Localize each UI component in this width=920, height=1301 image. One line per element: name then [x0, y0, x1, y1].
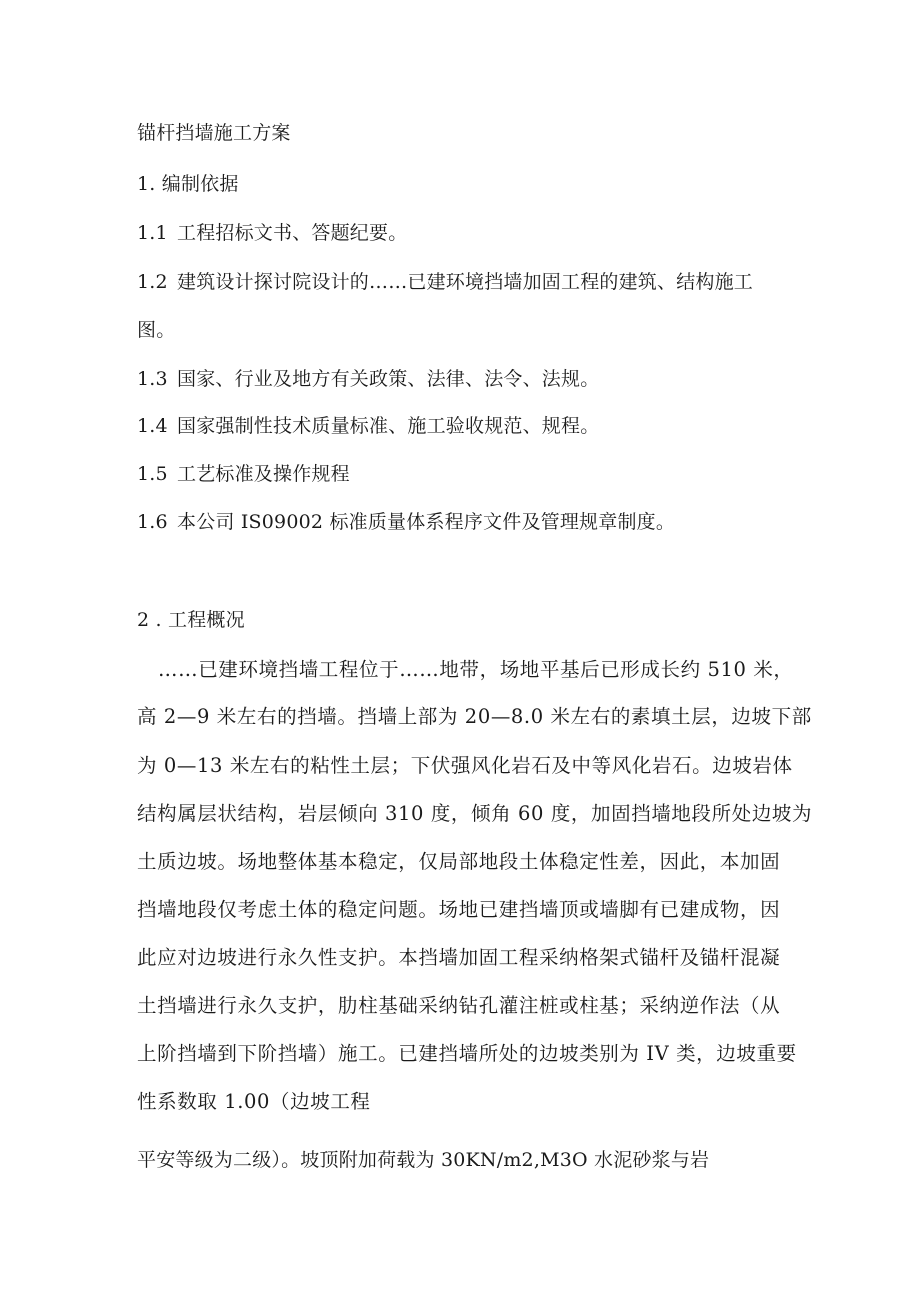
paragraph-line: 挡墙地段仅考虑土体的稳定问题。场地已建挡墙顶或墙脚有已建成物，因	[137, 898, 781, 921]
item-text: 建筑设计探讨院设计的……已建环境挡墙加固工程的建筑、结构施工	[177, 271, 754, 293]
item-text: 本公司 IS09002 标准质量体系程序文件及管理规章制度。	[177, 511, 676, 533]
list-item	[137, 367, 599, 391]
paragraph-line: 土挡墙进行永久支护，肋柱基础采纳钻孔灌注桩或柱基；采纳逆作法（从	[137, 994, 781, 1017]
item-text: 国家强制性技术质量标准、施工验收规范、规程。	[177, 415, 600, 437]
section-heading-2: 2 . 工程概况	[137, 609, 245, 631]
item-number: 1.4	[137, 415, 168, 437]
paragraph-line: 结构属层状结构，岩层倾向 310 度，倾角 60 度，加固挡墙地段所处边坡为	[137, 802, 813, 825]
item-number: 1.2	[137, 271, 168, 293]
paragraph-line: 土质边坡。场地整体基本稳定，仅局部地段土体稳定性差，因此，本加固	[137, 850, 781, 873]
item-number: 1.3	[137, 368, 168, 390]
item-text: 工程招标文书、答题纪要。	[177, 222, 408, 244]
list-item	[137, 221, 407, 245]
item-text: 工艺标准及操作规程	[177, 463, 350, 485]
item-number: 1.1	[137, 222, 168, 244]
list-item	[137, 414, 599, 438]
item-number: 1.6	[137, 511, 168, 533]
paragraph-line: 平安等级为二级）。坡顶附加荷载为 30KN/m2,M3O 水泥砂浆与岩	[137, 1149, 710, 1171]
list-item	[137, 510, 675, 534]
paragraph-line: 为 0—13 米左右的粘性土层；下伏强风化岩石及中等风化岩石。边坡岩体	[137, 754, 793, 777]
item-text: 国家、行业及地方有关政策、法律、法令、法规。	[177, 368, 600, 390]
document-title: 锚杆挡墙施工方案	[137, 122, 291, 144]
paragraph-line: ……已建环境挡墙工程位于……地带，场地平基后已形成长约 510 米，	[158, 658, 794, 681]
list-item-continuation: 图。	[137, 319, 176, 341]
paragraph-line: 高 2—9 米左右的挡墙。挡墙上部为 20—8.0 米左右的素填土层，边坡下部	[137, 705, 812, 728]
paragraph-line: 上阶挡墙到下阶挡墙）施工。已建挡墙所处的边坡类别为 IV 类，边坡重要	[137, 1042, 797, 1065]
list-item	[137, 462, 350, 486]
section-heading-1: 1. 编制依据	[137, 173, 239, 195]
paragraph-line: 此应对边坡进行永久性支护。本挡墙加固工程采纳格架式锚杆及锚杆混凝	[137, 946, 781, 969]
item-number: 1.5	[137, 463, 168, 485]
list-item	[137, 270, 753, 294]
paragraph-line: 性系数取 1.00（边坡工程	[137, 1090, 371, 1113]
